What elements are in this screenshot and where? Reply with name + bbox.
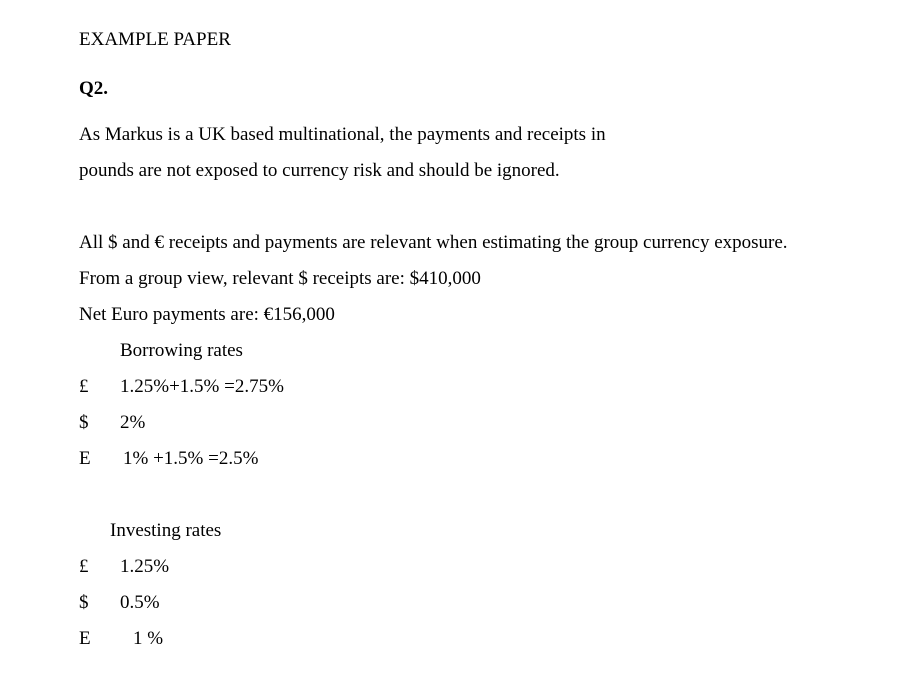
investing-rate-eur: 1 %: [133, 628, 164, 649]
investing-rate-gbp: 1.25%: [120, 556, 170, 577]
paragraph-1-line-1: As Markus is a UK based multinational, the payments and receipts in: [79, 124, 606, 145]
borrowing-currency-gbp: £: [79, 376, 89, 397]
investing-rate-usd: 0.5%: [120, 592, 160, 613]
paragraph-2-line-2: From a group view, relevant $ receipts are: $410,000: [79, 268, 481, 289]
borrowing-rate-usd: 2%: [120, 412, 146, 433]
borrowing-rate-eur: 1% +1.5% =2.5%: [123, 448, 259, 469]
borrowing-rate-gbp: 1.25%+1.5% =2.75%: [120, 376, 284, 397]
borrowing-rates-title: Borrowing rates: [120, 340, 243, 361]
investing-currency-gbp: £: [79, 556, 89, 577]
borrowing-currency-usd: $: [79, 412, 89, 433]
paragraph-2-line-3: Net Euro payments are: €156,000: [79, 304, 335, 325]
paragraph-2-line-1: All $ and € receipts and payments are relevant when estimating the group currency exposure.: [79, 232, 788, 253]
investing-currency-eur: E: [79, 628, 91, 649]
question-number: Q2.: [79, 78, 109, 99]
investing-currency-usd: $: [79, 592, 89, 613]
paragraph-1-line-2: pounds are not exposed to currency risk and should be ignored.: [79, 160, 560, 181]
investing-rates-title: Investing rates: [110, 520, 222, 541]
paper-header: EXAMPLE PAPER: [79, 29, 231, 50]
borrowing-currency-eur: E: [79, 448, 91, 469]
